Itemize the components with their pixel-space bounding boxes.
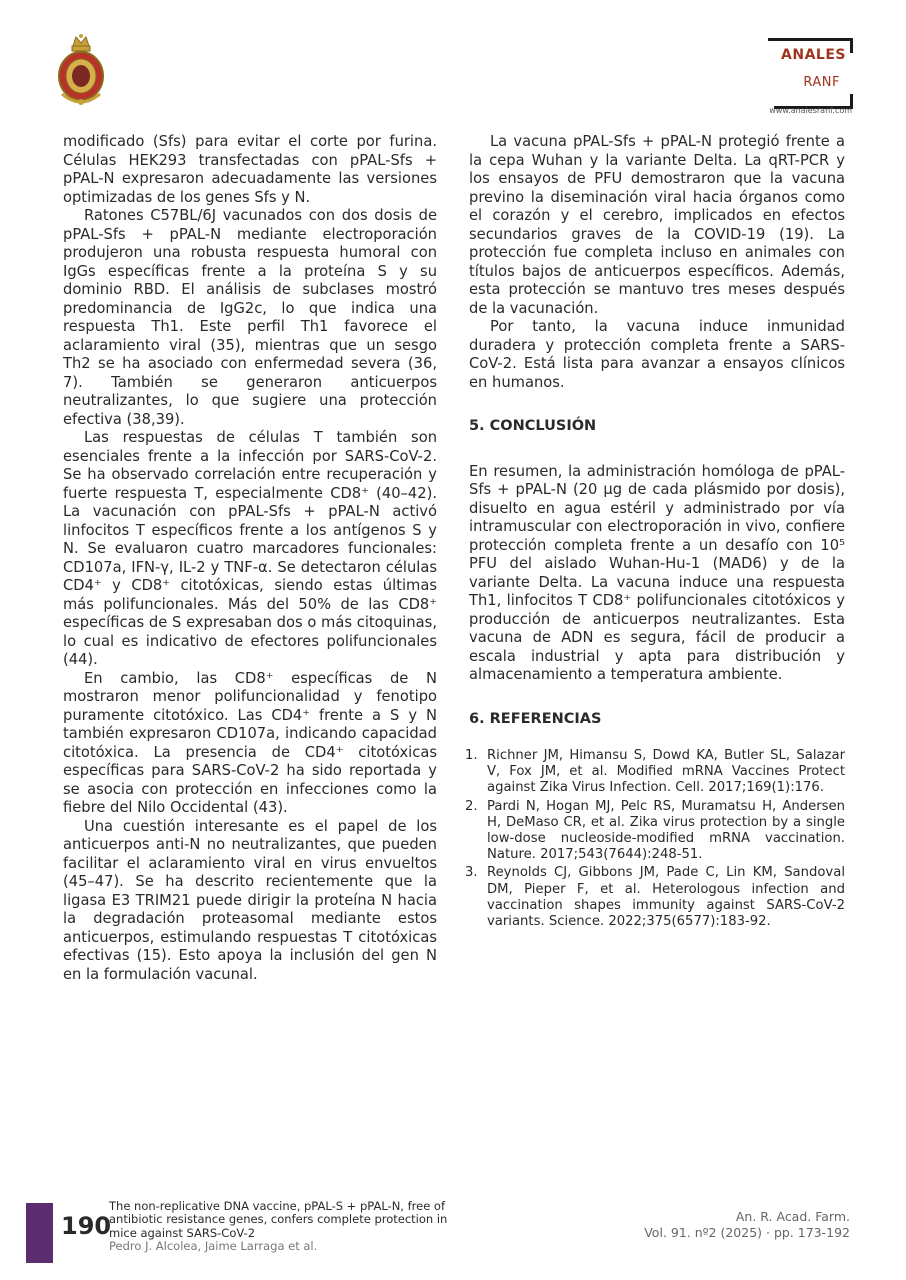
left-column bbox=[63, 133, 437, 984]
page-number: 190 bbox=[61, 1212, 112, 1240]
left-paragraph-3: Las respuestas de células T también son esenciales frente a la infección por SARS-CoV-2. Se ha observado correlación entre recuperación y fuerte respuesta T, especialmente CD8⁺ (40–42). La vacunación con pPAL-Sfs + pPAL-N activó linfocitos T específicos frente a los antígenos S y N. Se evaluaron cuatro marcadores funcionales: CD107a, IFN-γ, IL-2 y TNF-α. Se detectaron células CD4⁺ y CD8⁺ citotóxicas, siendo estas últimas más polifuncionales. Más del 50% de las CD8⁺ específicas de S expresaban dos o más citoquinas, lo cual es indicativo de efectores polifuncionales (44). bbox=[63, 429, 437, 668]
reference-item bbox=[465, 748, 845, 797]
right-paragraph-1: La vacuna pPAL-Sfs + pPAL-N protegió frente a la cepa Wuhan y la variante Delta. La qRT-PCR y los ensayos de PFU demostraron que la vacuna previno la diseminación viral hacia órganos como el corazón y el cerebro, implicados en efectos secundarios graves de la COVID-19 (19). La protección fue completa incluso en animales con títulos bajos de anticuerpos específicos. Además, esta protección se mantuvo tres meses después de la vacunación. bbox=[469, 133, 845, 317]
left-paragraph-4: En cambio, las CD8⁺ específicas de N mostraron menor polifuncionalidad y fenotipo puramente citotóxico. Las CD4⁺ frente a S y N también expresaron CD107a, indicando capacidad citotóxica. La presencia de CD4⁺ citotóxicas específicas para SARS-CoV-2 ha sido reportada y se asocia con protección en infecciones como la fiebre del Nilo Occidental (43). bbox=[63, 669, 437, 816]
academy-crest-logo bbox=[52, 32, 110, 110]
right-paragraph-2: Por tanto, la vacuna induce inmunidad duradera y protección completa frente a SARS-CoV-2. Está lista para avanzar a ensayos clínicos en humanos. bbox=[469, 318, 845, 391]
reference-item bbox=[465, 799, 845, 864]
references-heading: 6. REFERENCIAS bbox=[469, 710, 602, 727]
footer-journal: An. R. Acad. Farm. bbox=[735, 1209, 850, 1224]
footer-article-title: The non-replicative DNA vaccine, pPAL-S + pPAL-N, free of antibiotic resistance genes, confers complete protection in mice against SARS-CoV-2 bbox=[109, 1199, 448, 1240]
reference-number: 1. bbox=[465, 748, 478, 763]
conclusion-paragraph: En resumen, la administración homóloga de pPAL-Sfs + pPAL-N (20 µg de cada plásmido por dosis), disuelto en agua estéril y administrado por vía intramuscular con electroporación in vivo, confiere protección completa frente a un desafío con 10⁵ PFU del aislado Wuhan-Hu-1 (MAD6) y de la variante Delta. La vacuna induce una respuesta Th1, linfocitos T CD8⁺ polifuncionales citotóxicos y producción de anticuerpos neutralizantes. Esta vacuna de ADN es segura, fácil de producir a escala industrial y apta para distribución y almacenamiento a temperatura ambiente. bbox=[469, 462, 845, 683]
reference-number: 3. bbox=[465, 865, 478, 881]
anales-ranf-logo bbox=[738, 38, 854, 118]
left-paragraph-1: modificado (Sfs) para evitar el corte por furina. Células HEK293 transfectadas con pPAL-Sfs + pPAL-N expresaron adecuadamente las versiones optimizadas de los genes Sfs y N. bbox=[63, 133, 437, 206]
footer-article-info bbox=[109, 1200, 469, 1254]
reference-number: 2. bbox=[465, 798, 478, 814]
reference-item bbox=[465, 865, 845, 930]
reference-text: Pardi N, Hogan MJ, Pelc RS, Muramatsu H, Andersen H, DeMaso CR, et al. Zika virus protection by a single low-dose nucleoside-modified mRNA vaccination. Nature. 2017;543(7644):248-51. bbox=[487, 798, 845, 863]
left-paragraph-2: Ratones C57BL/6J vacunados con dos dosis de pPAL-Sfs + pPAL-N mediante electroporación produjeron una robusta respuesta humoral con IgGs específicas frente a la proteína S y su dominio RBD. El análisis de subclases mostró predominancia de IgG2c, lo que indica una respuesta Th1. Este perfil Th1 favorece el aclaramiento viral (35), mientras que un sesgo Th2 se ha asociado con enfermedad severa (36, 7). También se generaron anticuerpos neutralizantes, lo que sugiere una protección efectiva (38,39). bbox=[63, 207, 437, 428]
reference-text: Richner JM, Himansu S, Dowd KA, Butler SL, Salazar V, Fox JM, et al. Modified mRNA Vaccines Protect against Zika Virus Infection. Cell. 2017;169(1):176. bbox=[487, 748, 845, 796]
logo-anales-text: ANALES bbox=[781, 47, 846, 63]
footer-accent-bar bbox=[26, 1203, 53, 1263]
references-list bbox=[465, 748, 845, 930]
conclusion-heading: 5. CONCLUSIÓN bbox=[469, 418, 597, 434]
footer-volume: Vol. 91. nº2 (2025) · pp. 173-192 bbox=[644, 1225, 850, 1240]
right-column bbox=[465, 133, 845, 932]
logo-ranf-text: RANF bbox=[803, 75, 840, 90]
footer-journal-info bbox=[644, 1209, 850, 1241]
footer-authors: Pedro J. Alcolea, Jaime Larraga et al. bbox=[109, 1239, 318, 1254]
left-paragraph-5: Una cuestión interesante es el papel de los anticuerpos anti-N no neutralizantes, que pueden facilitar el aclaramiento viral en virus envueltos (45–47). Se ha descrito recientemente que la ligasa E3 TRIM21 puede dirigir la proteína N hacia la degradación proteasomal mediante estos anticuerpos, estimulando respuestas T citotóxicas efectivas (15). Esto apoya la inclusión del gen N en la formulación vacunal. bbox=[63, 817, 437, 983]
logo-url: www.analesranf.com bbox=[769, 106, 852, 115]
reference-text: Reynolds CJ, Gibbons JM, Pade C, Lin KM, Sandoval DM, Pieper F, et al. Heterologous infection and vaccination shapes immunity against SARS-CoV-2 variants. Science. 2022;375(6577):183-92. bbox=[487, 865, 845, 930]
